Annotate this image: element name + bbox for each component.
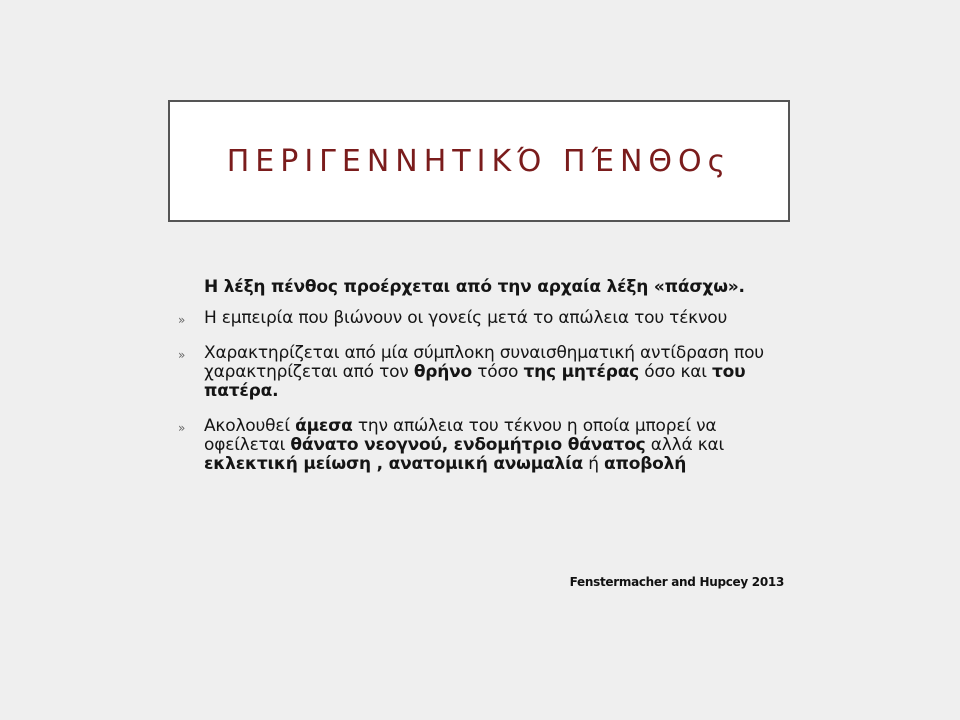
chevron-bullet-icon: » <box>178 348 186 362</box>
bullet-1-text: Η εμπειρία που βιώνουν οι γονείς μετά το απώλεια του τέκνου <box>204 308 728 328</box>
bullet-2-text: Χαρακτηρίζεται από μία σύμπλοκη συναισθηματική αντίδραση που χαρακτηρίζεται από τον <box>204 343 764 382</box>
intro-text: Η λέξη πένθος προέρχεται από την αρχαία λέξη «πάσχω». <box>204 277 745 297</box>
bullet-3-bold-1: άμεσα <box>295 416 353 436</box>
bullet-item-1 <box>176 309 796 328</box>
bullet-list <box>176 309 796 474</box>
bullet-3-bold-4: αποβολή <box>604 454 687 474</box>
bullet-item-3 <box>176 417 796 474</box>
bullet-3-text-4: ή <box>583 454 604 474</box>
bullet-2-text-2: τόσο <box>472 362 524 382</box>
bullet-item-2 <box>176 344 796 401</box>
bullet-3-text-3: αλλά και <box>645 435 725 455</box>
bullet-3-bold-2: θάνατο νεογνού, ενδομήτριο θάνατος <box>290 435 646 455</box>
bullet-3-bold-3: εκλεκτική μείωση , ανατομική ανωμαλία <box>204 454 584 474</box>
chevron-bullet-icon: » <box>178 421 186 435</box>
slide-content <box>176 278 796 490</box>
bullet-2-text-3: όσο και <box>639 362 713 382</box>
slide-title: ΠΕΡΙΓΕΝΝΗΤΙΚΌ ΠΈΝΘΟς <box>226 143 732 179</box>
bullet-2-bold-3: του πατέρα. <box>204 362 746 401</box>
citation: Fenstermacher and Hupcey 2013 <box>569 575 784 589</box>
chevron-bullet-icon: » <box>178 313 186 327</box>
title-box <box>168 100 790 222</box>
bullet-2-bold-1: θρήνο <box>413 362 473 382</box>
bullet-3-text-2: την απώλεια του τέκνου η οποία μπορεί να οφείλεται <box>204 416 717 455</box>
bullet-3-text: Ακολουθεί <box>204 416 296 436</box>
bullet-2-bold-2: της μητέρας <box>523 362 640 382</box>
